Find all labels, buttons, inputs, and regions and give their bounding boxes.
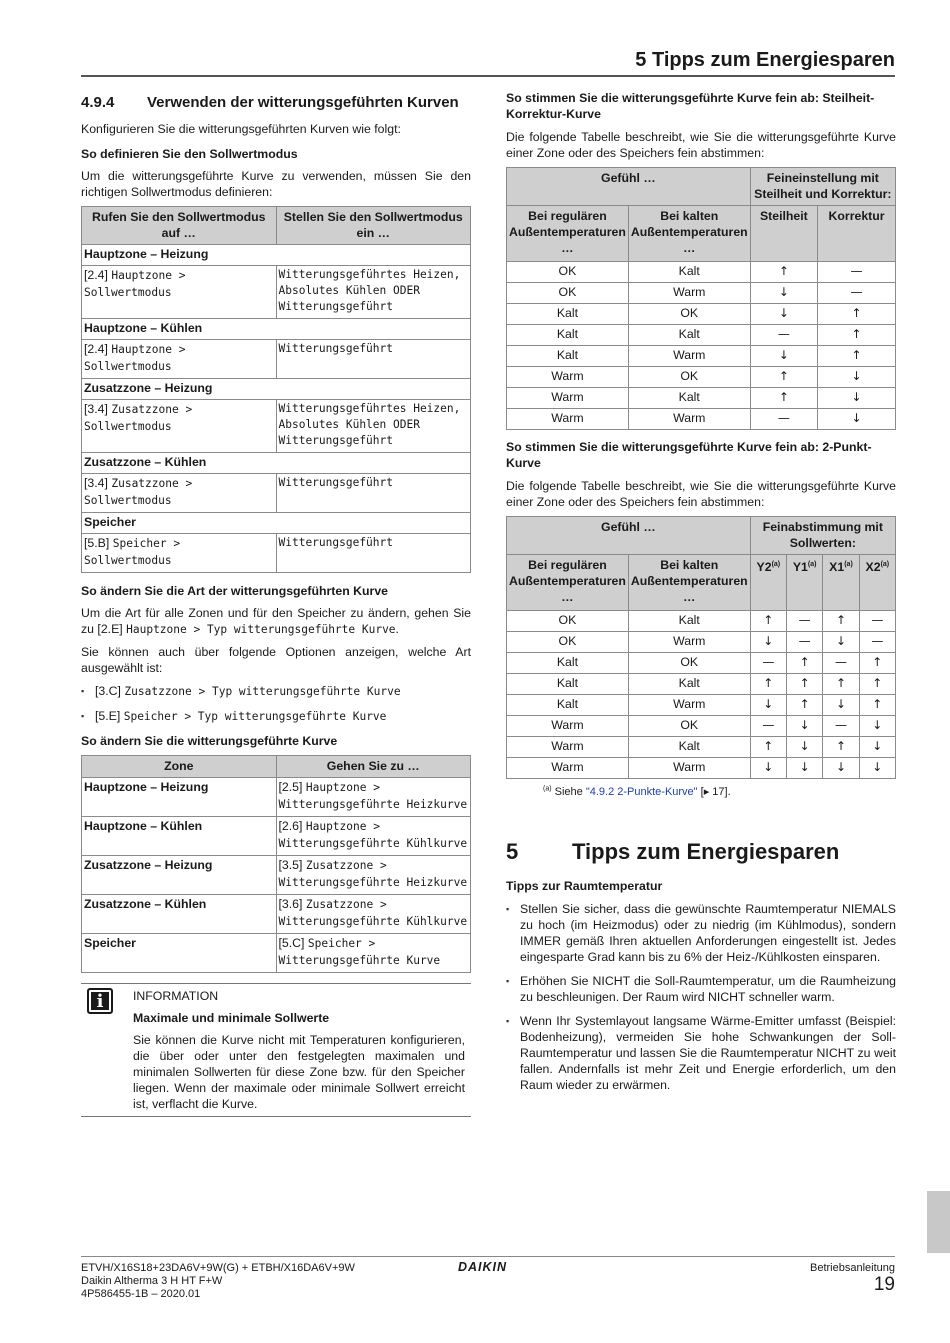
group-row: Hauptzone – Heizung bbox=[82, 245, 471, 266]
table-header: Rufen Sie den Sollwertmodus auf … bbox=[82, 207, 277, 245]
chapter-number: 5 bbox=[506, 839, 519, 864]
group-row: Zusatzzone – Heizung bbox=[82, 379, 471, 400]
menu-path-cell: [2.4] Hauptzone > Sollwertmodus bbox=[82, 266, 277, 319]
header-divider bbox=[81, 75, 895, 77]
information-icon: i bbox=[87, 988, 113, 1014]
group-header: Feineinstellung mit Steilheit und Korrektur: bbox=[750, 168, 895, 206]
table-header: Y1$^{(a)}$ bbox=[786, 555, 822, 611]
chapter-header-title: 5 Tipps zum Energiesparen bbox=[635, 49, 895, 71]
menu-path-cell: [3.5] Zusatzzone > Witterungsgeführte Heizkurve bbox=[276, 856, 471, 895]
chapter-title: Tipps zum Energiesparen bbox=[572, 839, 840, 864]
menu-path-cell: [3.4] Zusatzzone > Sollwertmodus bbox=[82, 400, 277, 453]
information-box bbox=[81, 983, 471, 1117]
section-heading bbox=[81, 93, 471, 112]
table-header: Steilheit bbox=[750, 206, 817, 262]
table-header: Bei regulären Außentemperaturen … bbox=[507, 555, 629, 611]
table-header: X1$^{(a)}$ bbox=[823, 555, 859, 611]
zone-cell: Hauptzone – Kühlen bbox=[82, 817, 277, 856]
menu-path-cell: [2.5] Hauptzone > Witterungsgeführte Heizkurve bbox=[276, 778, 471, 817]
table-row: OK Kalt ↑ — bbox=[507, 262, 896, 283]
table-row: Warm Kalt ↑ ↓ ↑ ↓ bbox=[507, 737, 896, 758]
information-title: Maximale und minimale Sollwerte bbox=[133, 1011, 330, 1025]
menu-path-cell: [5.C] Speicher > Witterungsgeführte Kurve bbox=[276, 934, 471, 973]
setpoint-mode-table bbox=[81, 206, 471, 573]
table-header: Bei kalten Außentemperaturen … bbox=[628, 555, 750, 611]
curve-type-options-list bbox=[81, 683, 471, 725]
table-header: Bei regulären Außentemperaturen … bbox=[507, 206, 629, 262]
information-text: Sie können die Kurve nicht mit Temperaturen konfigurieren, die über oder unter den festgelegten maximalen und minimalen Sollwerten für diese Zone bzw. für den Speicher liegen. Wenn der maximale oder minimale Sollwert erreicht ist, verflacht die Kurve. bbox=[133, 1033, 465, 1111]
list-item: ▪ Stellen Sie sicher, dass die gewünschte Raumtemperatur NIEMALS zu hoch (im Heizmodus) oder zu niedrig (im Kühlmodus), sondern IMMER gemäß Ihren aktuellen Anforderungen eingestellt ist. Jedes eingesparte Grad kann bis zu 6% der Heiz-/Kühlkosten einsparen. bbox=[506, 901, 896, 965]
curve-type-heading: So ändern Sie die Art der witterungsgeführten Kurve bbox=[81, 584, 389, 598]
tips-heading: Tipps zur Raumtemperatur bbox=[506, 879, 663, 893]
chapter-side-tab bbox=[927, 1191, 950, 1253]
list-item: ▪ [3.C] Zusatzzone > Typ witterungsgeführte Kurve bbox=[81, 683, 471, 700]
zone-cell: Hauptzone – Heizung bbox=[82, 778, 277, 817]
table-header: Zone bbox=[82, 756, 277, 778]
two-point-table bbox=[506, 516, 896, 779]
menu-path-cell: [5.B] Speicher > Sollwertmodus bbox=[82, 534, 277, 573]
information-label: INFORMATION bbox=[133, 989, 219, 1003]
menu-path-cell: [2.6] Hauptzone > Witterungsgeführte Kühlkurve bbox=[276, 817, 471, 856]
section-title: Verwenden der witterungsgeführten Kurven bbox=[147, 94, 459, 111]
table-row: Kalt OK — ↑ — ↑ bbox=[507, 653, 896, 674]
setpoint-text: Um die witterungsgeführte Kurve zu verwenden, müssen Sie den richtigen Sollwertmodus definieren: bbox=[81, 169, 471, 199]
two-point-text: Die folgende Tabelle beschreibt, wie Sie die witterungsgeführte Kurve einer Zone oder des Speichers fein abstimmen: bbox=[506, 479, 896, 509]
list-item: ▪ Erhöhen Sie NICHT die Soll-Raumtemperatur, um die Raumheizung zu beschleunigen. Der Raum wird NICHT schneller warm. bbox=[506, 973, 896, 1005]
group-row: Speicher bbox=[82, 513, 471, 534]
table-row: Kalt Kalt — ↑ bbox=[507, 325, 896, 346]
table-row: Warm Warm ↓ ↓ ↓ ↓ bbox=[507, 758, 896, 779]
value-cell: Witterungsgeführt bbox=[276, 474, 471, 513]
daikin-logo: DAIKIN bbox=[458, 1260, 508, 1274]
change-curve-heading: So ändern Sie die witterungsgeführte Kurve bbox=[81, 734, 338, 748]
chapter-heading bbox=[506, 838, 896, 866]
slope-heading: So stimmen Sie die witterungsgeführte Kurve fein ab: Steilheit-Korrektur-Kurve bbox=[506, 91, 875, 121]
table-header: Bei kalten Außentemperaturen … bbox=[628, 206, 750, 262]
footer-model: ETVH/X16S18+23DA6V+9W(G) + ETBH/X16DA6V+9W bbox=[81, 1262, 355, 1274]
table-header: Stellen Sie den Sollwertmodus ein … bbox=[276, 207, 471, 245]
table-header: Korrektur bbox=[818, 206, 896, 262]
change-curve-table bbox=[81, 755, 471, 973]
slope-text: Die folgende Tabelle beschreibt, wie Sie die witterungsgeführte Kurve einer Zone oder des Speichers fein abstimmen: bbox=[506, 130, 896, 160]
setpoint-heading: So definieren Sie den Sollwertmodus bbox=[81, 147, 298, 161]
table-row: Warm Warm — ↓ bbox=[507, 409, 896, 430]
group-row: Zusatzzone – Kühlen bbox=[82, 453, 471, 474]
tips-list bbox=[506, 901, 896, 1093]
footer-product-info bbox=[81, 1262, 355, 1301]
curve-type-text: Um die Art für alle Zonen und für den Speicher zu ändern, gehen Sie zu [2.E] Hauptzone > Typ witterungsgeführte Kurve. bbox=[81, 606, 471, 636]
cross-reference-link[interactable]: "4.9.2 2-Punkte-Kurve" bbox=[585, 786, 698, 798]
table-row: Kalt Kalt ↑ ↑ ↑ ↑ bbox=[507, 674, 896, 695]
group-header: Gefühl … bbox=[507, 517, 751, 555]
group-header: Gefühl … bbox=[507, 168, 751, 206]
right-column bbox=[506, 90, 896, 1101]
table-row: Warm OK ↑ ↓ bbox=[507, 367, 896, 388]
menu-path-cell: [3.6] Zusatzzone > Witterungsgeführte Kühlkurve bbox=[276, 895, 471, 934]
menu-path-cell: [2.4] Hauptzone > Sollwertmodus bbox=[82, 340, 277, 379]
two-point-heading: So stimmen Sie die witterungsgeführte Kurve fein ab: 2-Punkt-Kurve bbox=[506, 440, 872, 470]
page-number: 19 bbox=[873, 1274, 895, 1295]
table-header: Gehen Sie zu … bbox=[276, 756, 471, 778]
table-row: Kalt OK ↓ ↑ bbox=[507, 304, 896, 325]
menu-path-cell: [3.4] Zusatzzone > Sollwertmodus bbox=[82, 474, 277, 513]
slope-offset-table bbox=[506, 167, 896, 430]
value-cell: Witterungsgeführt bbox=[276, 534, 471, 573]
table-header: X2$^{(a)}$ bbox=[859, 555, 895, 611]
table-row: Kalt Warm ↓ ↑ ↓ ↑ bbox=[507, 695, 896, 716]
table-row: OK Warm ↓ — ↓ — bbox=[507, 632, 896, 653]
zone-cell: Zusatzzone – Kühlen bbox=[82, 895, 277, 934]
intro-text: Konfigurieren Sie die witterungsgeführten Kurven wie folgt: bbox=[81, 122, 401, 136]
left-column bbox=[81, 90, 471, 1117]
footer-manual-type: Betriebsanleitung bbox=[809, 1262, 895, 1274]
group-row: Hauptzone – Kühlen bbox=[82, 319, 471, 340]
table-footnote: $^{(a)}$ Siehe "4.9.2 2-Punkte-Kurve" [▸ 17]. bbox=[543, 785, 731, 798]
list-item: ▪ Wenn Ihr Systemlayout langsame Wärme-Emitter umfasst (Beispiel: Bodenheizung), vermeiden Sie hohe Schwankungen der Soll-Raumtemperatur und lassen Sie die Raumtemperatur NICHT zu weit fallen. Andernfalls ist mehr Zeit und Energie erforderlich, um den Raum wieder zu erwärmen. bbox=[506, 1013, 896, 1093]
value-cell: Witterungsgeführt bbox=[276, 340, 471, 379]
table-row: OK Warm ↓ — bbox=[507, 283, 896, 304]
zone-cell: Zusatzzone – Heizung bbox=[82, 856, 277, 895]
footer-doc-id: 4P586455-1B – 2020.01 bbox=[81, 1288, 201, 1300]
value-cell: Witterungsgeführtes Heizen, Absolutes Kühlen ODER Witterungsgeführt bbox=[276, 266, 471, 319]
value-cell: Witterungsgeführtes Heizen, Absolutes Kühlen ODER Witterungsgeführt bbox=[276, 400, 471, 453]
list-item: ▪ [5.E] Speicher > Typ witterungsgeführte Kurve bbox=[81, 708, 471, 725]
table-row: Warm OK — ↓ — ↓ bbox=[507, 716, 896, 737]
section-number: 4.9.4 bbox=[81, 94, 115, 111]
table-row: Kalt Warm ↓ ↑ bbox=[507, 346, 896, 367]
footer-product: Daikin Altherma 3 H HT F+W bbox=[81, 1275, 223, 1287]
table-header: Y2$^{(a)}$ bbox=[750, 555, 786, 611]
group-header: Feinabstimmung mit Sollwerten: bbox=[750, 517, 895, 555]
curve-type-options-text: Sie können auch über folgende Optionen anzeigen, welche Art ausgewählt ist: bbox=[81, 645, 471, 675]
table-row: Warm Kalt ↑ ↓ bbox=[507, 388, 896, 409]
footer-divider bbox=[81, 1256, 895, 1257]
footer-page-info bbox=[810, 1262, 895, 1295]
table-row: OK Kalt ↑ — ↑ — bbox=[507, 611, 896, 632]
zone-cell: Speicher bbox=[82, 934, 277, 973]
